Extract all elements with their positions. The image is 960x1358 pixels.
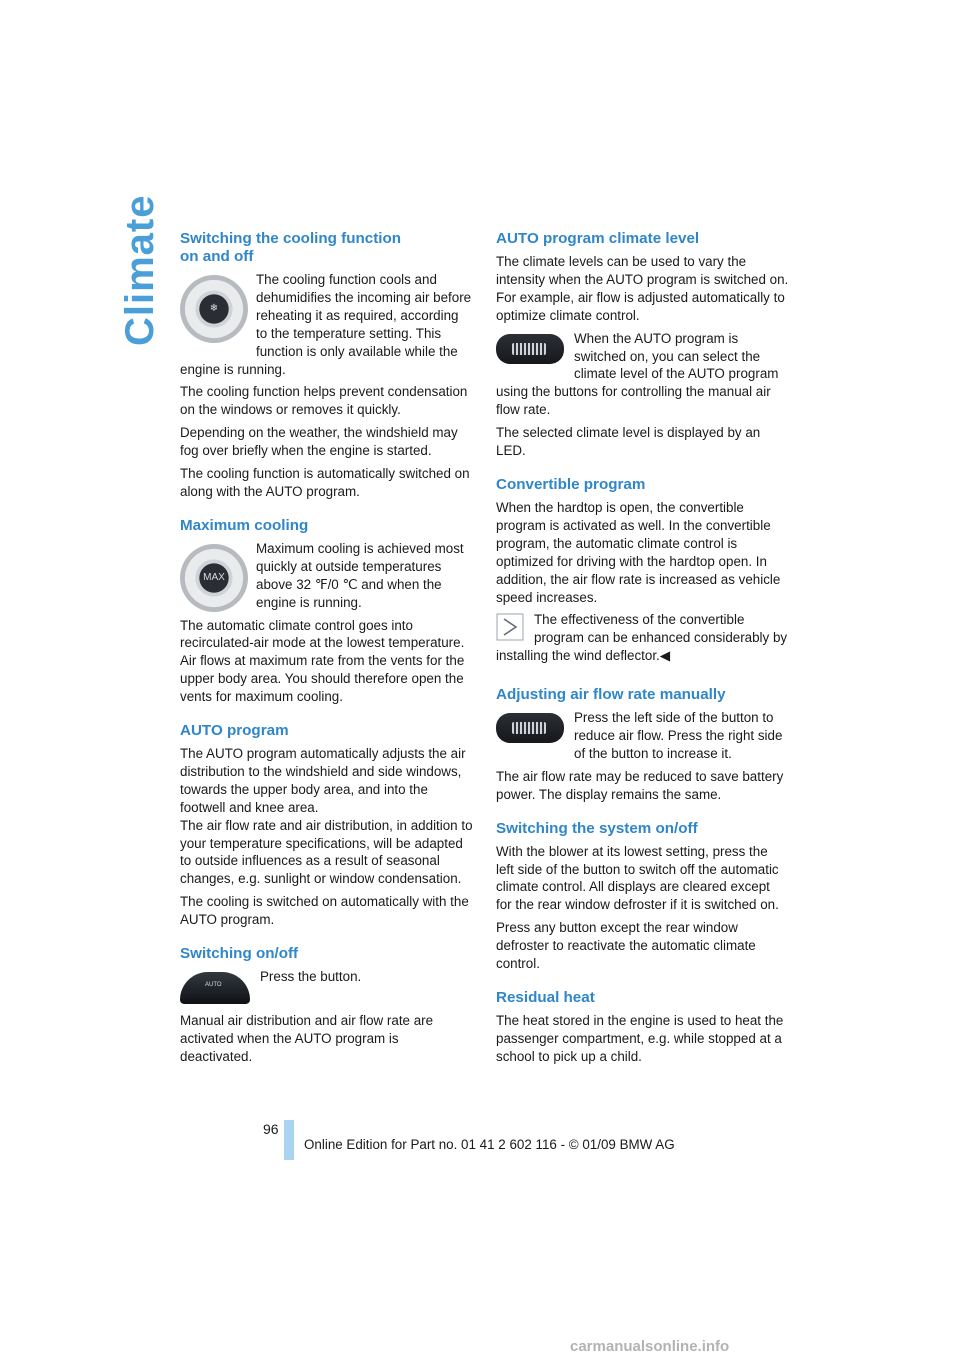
auto-paragraph-1: The AUTO program automatically adjusts the air distribution to the windshield and side windows, towards the upper body area, and into the footwell and knee area. [180, 746, 466, 815]
residual-paragraph-1: The heat stored in the engine is used to heat the passenger compartment, e.g. while stopped at a school to pick up a child. [496, 1013, 784, 1064]
cooling-block [180, 271, 473, 383]
max-paragraph-1: Maximum cooling is achieved most quickly at outside temperatures above 32 ℉/0 ℃ and when the engine is running. [256, 540, 464, 610]
convertible-note-text: The effectiveness of the convertible program can be enhanced considerably by installing the wind deflector.◀ [496, 612, 788, 664]
manual-block [496, 709, 789, 768]
system-paragraph-2: Press any button except the rear window defroster to reactivate the automatic climate control. [496, 920, 756, 972]
right-column [496, 230, 789, 1071]
watermark: carmanualsonline.info [570, 1338, 730, 1355]
snowflake-icon: ❄ [209, 303, 219, 315]
ac-knob-image [180, 275, 248, 343]
note-arrow-icon [496, 613, 524, 641]
airflow-button-image-2 [496, 713, 564, 743]
level-paragraph-1: The climate levels can be used to vary the intensity when the AUTO program is switched on. For example, air flow is adjusted automatically to optimize climate control. [496, 254, 789, 323]
section-title: Climate [118, 194, 162, 346]
heading-auto-program: AUTO program [180, 722, 289, 740]
max-block [180, 540, 473, 617]
auto-button-image [180, 970, 250, 1006]
cooling-paragraph-1: The cooling function cools and dehumidifies the incoming air before reheating it as required, according to the temperature setting. This function is only available while the engine is running. [180, 272, 472, 377]
section-side-title [118, 194, 162, 348]
max-paragraph-2: The automatic climate control goes into recirculated-air mode at the lowest temperature. Air flows at maximum rate from the vents for the upper body area. You should therefore open the vents for maximum cooling. [180, 617, 465, 705]
heading-climate-level: AUTO program climate level [496, 230, 700, 247]
onoff-paragraph-2: Manual air distribution and air flow rate are activated when the AUTO program is deactivated. [180, 1013, 434, 1064]
system-paragraph-1: With the blower at its lowest setting, press the left side of the button to switch off the automatic climate control. All displays are cleared except for the rear window defroster if it is switched on. [496, 843, 779, 913]
onoff-paragraph-1: Press the button. [260, 969, 362, 985]
level-paragraph-3: The selected climate level is displayed by an LED. [496, 425, 761, 459]
cooling-paragraph-2: The cooling function helps prevent condensation on the windows or removes it quickly. [180, 384, 468, 418]
level-paragraph-2: When the AUTO program is switched on, you can select the climate level of the AUTO program using the buttons for controlling the manual air flow rate. [496, 330, 779, 418]
footer-accent-bar [284, 1120, 294, 1160]
airflow-button-image [496, 334, 564, 364]
left-column [180, 230, 473, 1071]
convertible-paragraph-1: When the hardtop is open, the convertible program is activated as well. In the convertible program, the automatic climate control is optimized for driving with the hardtop open. In addition, the air flow rate is increased as vehicle speed increases. [496, 499, 781, 605]
heading-air-flow-manual: Adjusting air flow rate manually [496, 686, 726, 704]
heading-residual-heat: Residual heat [496, 989, 595, 1006]
onoff-block [180, 968, 473, 1008]
auto-paragraph-3: The cooling is switched on automatically with the AUTO program. [180, 894, 469, 928]
heading-switching-on-off: Switching on/off [180, 945, 299, 963]
max-knob-label: MAX [203, 571, 225, 583]
auto-button-label: AUTO [205, 982, 222, 989]
footer-text: Online Edition for Part no. 01 41 2 602 116 - © 01/09 BMW AG [304, 1137, 675, 1152]
convertible-note [496, 611, 789, 670]
heading-system-on-off: Switching the system on/off [496, 819, 698, 837]
level-block [496, 330, 789, 425]
heading-convertible-program: Convertible program [496, 475, 646, 493]
cooling-paragraph-3: Depending on the weather, the windshield may fog over briefly when the engine is started. [180, 425, 458, 459]
page-number: 96 [263, 1121, 279, 1137]
manual-paragraph-1: Press the left side of the button to reduce air flow. Press the right side of the button to increase it. [574, 710, 783, 761]
cooling-paragraph-4: The cooling function is automatically switched on along with the AUTO program. [180, 466, 470, 499]
max-knob-image [180, 544, 248, 612]
heading-maximum-cooling: Maximum cooling [180, 516, 309, 534]
manual-paragraph-2: The air flow rate may be reduced to save battery power. The display remains the same. [496, 768, 784, 802]
heading-cooling: Switching the cooling function on and off [180, 230, 402, 265]
auto-paragraph-2: The air flow rate and air distribution, in addition to your temperature specifications, will be adapted to outside influences as a result of seasonal changes, e.g. sunlight or window condensation. [180, 817, 473, 887]
